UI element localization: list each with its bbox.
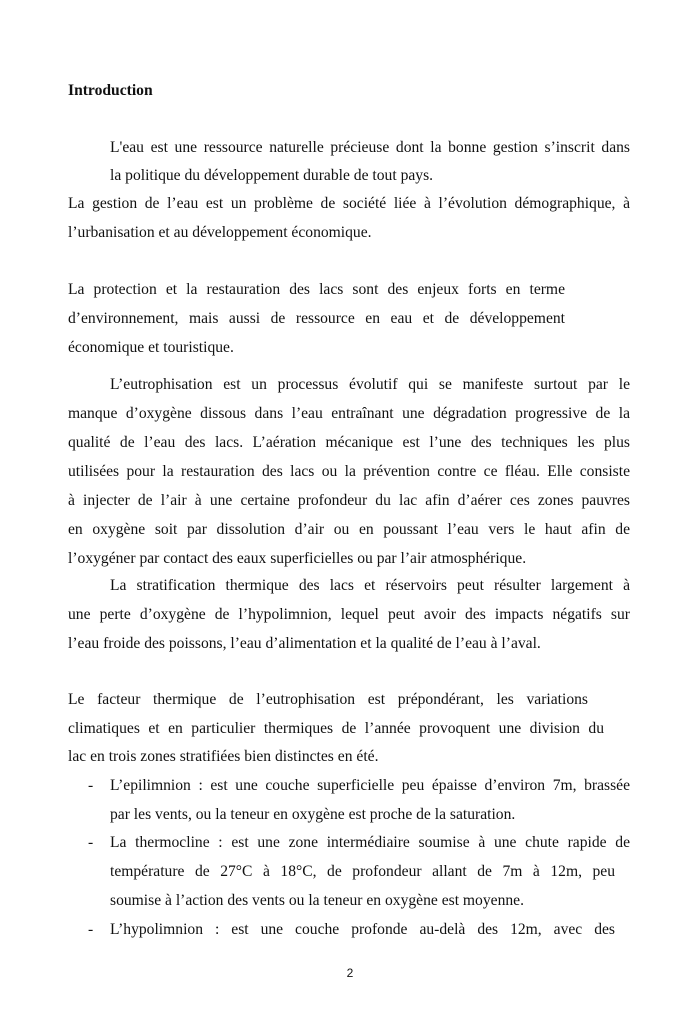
paragraph-line: climatiques et en particulier thermiques de l’année provoquent une division du <box>68 720 604 737</box>
paragraph-line: économique et touristique. <box>68 339 234 356</box>
section-heading: Introduction <box>68 82 153 99</box>
paragraph-line: La protection et la restauration des lacs sont des enjeux forts en terme <box>68 281 565 298</box>
paragraph-line: lac en trois zones stratifiées bien distinctes en été. <box>68 748 379 765</box>
paragraph-line: manque d’oxygène dissous dans l’eau entraînant une dégradation progressive de la <box>68 405 630 422</box>
paragraph-line: Le facteur thermique de l’eutrophisation est prépondérant, les variations <box>68 691 588 708</box>
paragraph-line: qualité de l’eau des lacs. L’aération mécanique est l’une des techniques les plus <box>68 434 630 451</box>
paragraph-line: en oxygène soit par dissolution d’air ou en poussant l’eau vers le haut afin de <box>68 521 630 538</box>
paragraph-line: La stratification thermique des lacs et réservoirs peut résulter largement à <box>110 577 630 594</box>
bullet-line: par les vents, ou la teneur en oxygène est proche de la saturation. <box>110 806 516 823</box>
paragraph-line: la politique du développement durable de tout pays. <box>110 167 434 184</box>
paragraph-line: L’eutrophisation est un processus évolutif qui se manifeste surtout par le <box>110 376 630 393</box>
bullet-line: La thermocline : est une zone intermédiaire soumise à une chute rapide de <box>110 834 630 851</box>
paragraph-line: l’urbanisation et au développement économique. <box>68 224 372 241</box>
paragraph-line: à injecter de l’air à une certaine profondeur du lac afin d’aérer ces zones pauvres <box>68 492 630 509</box>
paragraph-line: l’eau froide des poissons, l’eau d’alimentation et la qualité de l’eau à l’aval. <box>68 635 541 652</box>
paragraph-line: une perte d’oxygène de l’hypolimnion, lequel peut avoir des impacts négatifs sur <box>68 606 630 623</box>
bullet-line: L’epilimnion : est une couche superficielle peu épaisse d’environ 7m, brassée <box>110 777 630 794</box>
paragraph-line: La gestion de l’eau est un problème de société liée à l’évolution démographique, à <box>68 195 630 212</box>
paragraph-line: d’environnement, mais aussi de ressource en eau et de développement <box>68 310 565 327</box>
paragraph-line: l’oxygéner par contact des eaux superficielles ou par l’air atmosphérique. <box>68 550 527 567</box>
bullet-line: température de 27°C à 18°C, de profondeur allant de 7m à 12m, peu <box>110 863 615 880</box>
bullet-marker: - <box>88 834 94 851</box>
bullet-line: soumise à l’action des vents ou la teneur en oxygène est moyenne. <box>110 892 524 909</box>
page-number: 2 <box>346 966 354 980</box>
bullet-marker: - <box>88 921 94 938</box>
bullet-line: L’hypolimnion : est une couche profonde au-delà des 12m, avec des <box>110 921 615 938</box>
bullet-marker: - <box>88 777 94 794</box>
paragraph-line: utilisées pour la restauration des lacs ou la prévention contre ce fléau. Elle consiste <box>68 463 630 480</box>
paragraph-line: L'eau est une ressource naturelle précieuse dont la bonne gestion s’inscrit dans <box>110 139 630 156</box>
